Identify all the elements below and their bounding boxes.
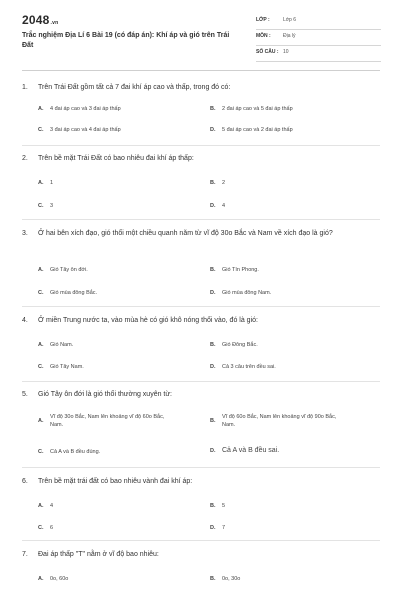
option-letter: C.	[38, 525, 44, 531]
option-text: Gió Đông Bắc.	[222, 342, 258, 348]
question-body: Trên Trái Đất gồm tất cả 7 đai khí áp cao và thấp, trong đó có:	[38, 84, 231, 91]
option-text: 1	[50, 180, 54, 186]
option-text: Gió Tây Nam.	[50, 364, 84, 370]
question-body: Ở hai bên xích đạo, gió thổi một chiều quanh năm từ vĩ độ 30o Bắc và Nam về xích đạo là gió?	[38, 230, 333, 237]
question-text	[22, 81, 382, 94]
question-text	[22, 548, 382, 561]
question-body: Gió Tây ôn đới là gió thổi thường xuyên từ:	[38, 391, 172, 398]
question-text	[22, 314, 382, 327]
option-letter: A.	[38, 503, 44, 509]
meta-row-class	[256, 14, 381, 30]
option-text: 3 đai áp cao và 4 đai áp thấp	[50, 127, 121, 133]
meta-label: MÔN :	[256, 33, 271, 39]
header	[0, 0, 400, 65]
question-number: 2.	[22, 155, 28, 162]
option-text: Gió mùa đông Bắc.	[50, 290, 98, 296]
question-text	[22, 388, 382, 401]
option-text: Vĩ độ 30o Bắc, Nam lên khoảng vĩ độ 60o Bắc, Nam.	[50, 414, 165, 428]
option-letter: A.	[38, 418, 44, 424]
option-letter: C.	[38, 290, 44, 296]
question-number: 5.	[22, 391, 28, 398]
option-letter: D.	[210, 290, 216, 296]
option-letter: D.	[210, 127, 216, 133]
option-text: Gió mùa đông Nam.	[222, 290, 272, 296]
option-text: Gió Nam.	[50, 342, 74, 348]
meta-row-subject	[256, 30, 381, 46]
option-letter: B.	[210, 342, 216, 348]
option-letter: A.	[38, 576, 44, 582]
logo-suffix: .vn	[50, 20, 59, 26]
option-text: Cả A và B đều đúng.	[50, 449, 101, 455]
question-divider	[22, 219, 380, 220]
meta-row-count	[256, 46, 381, 62]
meta-label: LỚP :	[256, 17, 270, 23]
option-text: 5 đai áp cao và 2 đai áp thấp	[222, 127, 293, 133]
option-text: 5	[222, 503, 226, 509]
option-letter: D.	[210, 364, 216, 370]
option-text: 4 đai áp cao và 3 đai áp thấp	[50, 106, 121, 112]
option-text: Gió Tín Phong.	[222, 267, 259, 273]
question-body: Trên bề mặt trái đất có bao nhiêu vành đai khí áp:	[38, 478, 193, 485]
question-number: 4.	[22, 317, 28, 324]
option-letter: C.	[38, 449, 44, 455]
option-letter: B.	[210, 576, 216, 582]
question-divider	[22, 540, 380, 541]
option-letter: A.	[38, 106, 44, 112]
meta-panel	[256, 14, 381, 62]
question-number: 7.	[22, 551, 28, 558]
option-text: 0o, 60o	[50, 576, 69, 582]
meta-label: SỐ CÂU :	[256, 49, 279, 55]
option-letter: B.	[210, 418, 216, 424]
option-text: 7	[222, 525, 226, 531]
question-text	[22, 227, 382, 240]
option-text: 4	[222, 203, 226, 209]
option-letter: B.	[210, 106, 216, 112]
option-text: Vĩ độ 60o Bắc, Nam lên khoảng vĩ độ 90o Bắc, Nam.	[222, 414, 337, 428]
question-number: 6.	[22, 478, 28, 485]
page-title: Trắc nghiệm Địa Lí 6 Bài 19 (có đáp án): Khí áp và gió trên Trái Đất	[22, 32, 230, 49]
question-body: Ở miền Trung nước ta, vào mùa hè có gió khô nóng thổi vào, đó là gió:	[38, 317, 258, 324]
option-letter: C.	[38, 364, 44, 370]
option-text: Cả 3 câu trên đều sai.	[222, 364, 276, 370]
meta-value: 10	[283, 49, 289, 55]
option-text: 2 đai áp cao và 5 đai áp thấp	[222, 106, 293, 112]
option-letter: B.	[210, 267, 216, 273]
option-letter: D.	[210, 203, 216, 209]
option-letter: C.	[38, 203, 44, 209]
question-divider	[22, 381, 380, 382]
option-text: Gió Tây ôn đới.	[50, 267, 88, 273]
question-text	[22, 475, 382, 488]
option-text: 3	[50, 203, 54, 209]
meta-value: Lớp 6	[283, 17, 297, 23]
option-letter: A.	[38, 267, 44, 273]
option-text: 6	[50, 525, 54, 531]
question-number: 1.	[22, 84, 28, 91]
option-text: 0o, 30o	[222, 576, 241, 582]
question-divider	[22, 306, 380, 307]
logo-text: 2048	[22, 13, 50, 27]
question-divider	[22, 145, 380, 146]
option-text: 4	[50, 503, 54, 509]
question-number: 3.	[22, 230, 28, 237]
option-letter: D.	[210, 525, 216, 531]
option-text: 2	[222, 180, 226, 186]
question-body: Trên bề mặt Trái Đất có bao nhiêu đai khí áp thấp:	[38, 155, 194, 162]
question-body: Đai áp thấp "T" nằm ở vĩ độ bao nhiêu:	[38, 551, 159, 558]
option-letter: A.	[38, 342, 44, 348]
site-logo[interactable]	[22, 13, 58, 27]
option-letter: D.	[210, 448, 216, 454]
option-letter: B.	[210, 503, 216, 509]
header-divider	[22, 70, 380, 71]
option-letter: A.	[38, 180, 44, 186]
option-letter: C.	[38, 127, 44, 133]
meta-value: Địa lý	[283, 33, 296, 39]
option-letter: B.	[210, 180, 216, 186]
question-divider	[22, 467, 380, 468]
question-text	[22, 152, 382, 165]
option-text: Cả A và B đều sai.	[222, 447, 280, 454]
